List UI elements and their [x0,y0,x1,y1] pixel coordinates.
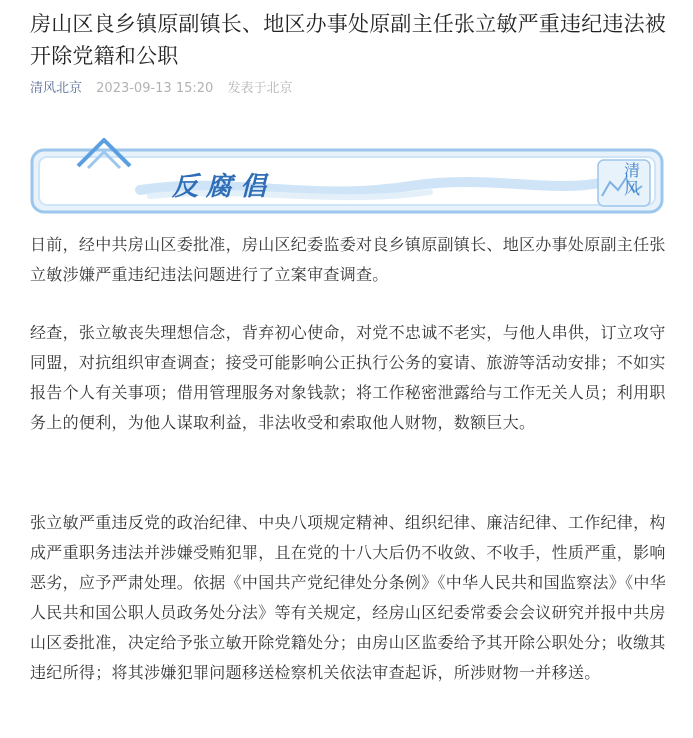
anti-corruption-banner [30,130,664,216]
article-title: 房山区良乡镇原副镇长、地区办事处原副主任张立敏严重违纪违法被开除党籍和公职 [30,12,666,68]
paragraph-2: 经查，张立敏丧失理想信念，背弃初心使命，对党不忠诚不老实，与他人串供，订立攻守同盟，对抗组织审查调查；接受可能影响公正执行公务的宴请、旅游等活动安排；不如实报告个人有关事项；借用管理服务对象钱款；将工作秘密泄露给与工作无关人员；利用职务上的便利，为他人谋取利益，非法收受和索取他人财物，数额巨大。 [30,323,666,432]
banner-heading: 反腐倡 [172,172,275,202]
article-meta [30,80,292,98]
paragraph-1: 日前，经中共房山区委批准，房山区纪委监委对良乡镇原副镇长、地区办事处原副主任张立敏涉嫌严重违纪违法问题进行了立案审查调查。 [30,235,666,284]
publish-time: 2023-09-13 15:20 [96,81,214,96]
qingfeng-logo: 清风 [624,161,641,198]
paragraph-3: 张立敏严重违反党的政治纪律、中央八项规定精神、组织纪律、廉洁纪律、工作纪律，构成严重职务违法并涉嫌受贿犯罪，且在党的十八大后仍不收敛、不收手，性质严重，影响恶劣，应予严肃处理。依据《中国共产党纪律处分条例》《中华人民共和国监察法》《中华人民共和国公职人员政务处分法》等有关规定，经房山区纪委常委会会议研究并报中共房山区委批准，决定给予张立敏开除党籍处分；由房山区监委给予其开除公职处分；收缴其违纪所得；将其涉嫌犯罪问题移送检察机关依法审查起诉，所涉财物一并移送。 [30,513,667,682]
publish-location: 发表于北京 [227,81,293,96]
account-name-link[interactable]: 清风北京 [30,81,83,96]
banner-frame-graphic [30,130,664,216]
